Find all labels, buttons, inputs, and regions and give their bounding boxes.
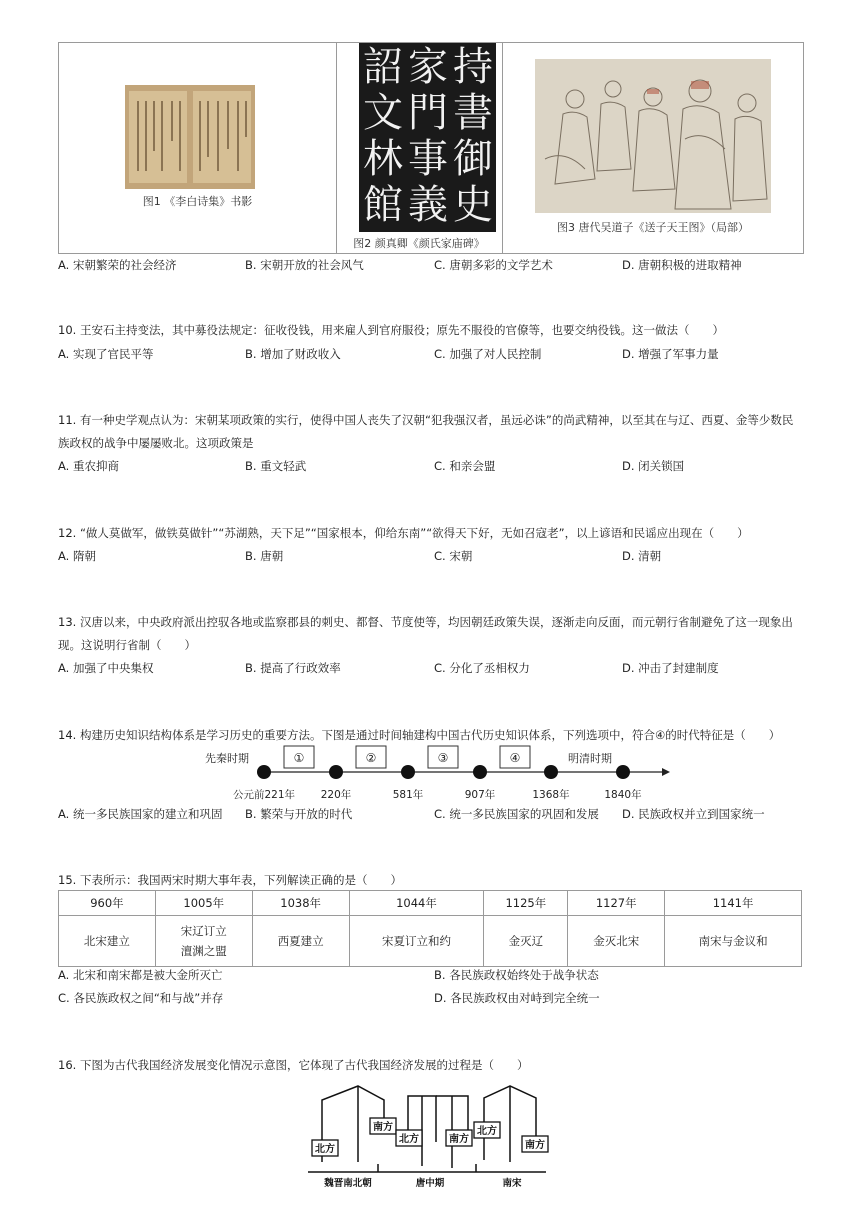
q13-option-b[interactable]: B. 提高了行政效率	[245, 661, 341, 675]
region-label: 南方	[373, 1122, 393, 1133]
region-label: 南方	[525, 1140, 545, 1151]
region-label: 北方	[399, 1134, 419, 1145]
q13-stem-line1: 13. 汉唐以来，中央政府派出控驭各地或监察郡县的刺史、都督、节度使等，均因朝廷政策失误，逐渐走向反面，而元朝行省制避免了这一现象出	[58, 615, 793, 629]
table-row	[59, 916, 802, 967]
stele-char: 御	[453, 136, 493, 182]
year-cell: 1125年	[484, 891, 568, 916]
wu-daozi-painting-image	[535, 59, 771, 213]
event-cell: 宋夏订立和约	[349, 916, 484, 967]
timeline-top-label: 先秦时期	[205, 752, 249, 765]
q11-stem-line1: 11. 有一种史学观点认为：宋朝某项政策的实行，使得中国人丧失了汉朝“犯我强汉者，虽远必诛”的尚武精神，以至其在与辽、西夏、金等少数民	[58, 413, 794, 427]
stele-char: 事	[408, 136, 448, 182]
figure-1-cell	[59, 43, 337, 253]
year-cell: 1127年	[568, 891, 665, 916]
q14-stem: 14. 构建历史知识结构体系是学习历史的重要方法。下图是通过时间轴建构中国古代历史知识体系，下列选项中，符合④的时代特征是（ ）	[58, 728, 781, 742]
timeline-bottom-label: 公元前221年	[232, 789, 296, 801]
figure-2-caption: 图2 颜真卿《颜氏家庙碑》	[353, 237, 485, 250]
year-cell: 1141年	[665, 891, 802, 916]
event-cell	[155, 916, 252, 967]
q11-option-c[interactable]: C. 和亲会盟	[434, 459, 496, 473]
q12-option-b[interactable]: B. 唐朝	[245, 549, 284, 563]
q12-option-c[interactable]: C. 宋朝	[434, 549, 473, 563]
q16-stem: 16. 下图为古代我国经济发展变化情况示意图，它体现了古代我国经济发展的过程是（ ）	[58, 1058, 529, 1072]
q14-option-a[interactable]: A. 统一多民族国家的建立和巩固	[58, 807, 223, 821]
stele-char: 書	[453, 90, 493, 136]
timeline-node	[616, 765, 630, 779]
q14-timeline	[200, 744, 670, 802]
timeline-bottom-label: 581年	[392, 789, 424, 801]
year-cell: 1005年	[155, 891, 252, 916]
figure-table	[58, 42, 804, 254]
timeline-top-label: ①	[293, 751, 305, 765]
q15-option-d[interactable]: D. 各民族政权由对峙到完全统一	[434, 991, 600, 1005]
q9-option-c[interactable]: C. 唐朝多彩的文学艺术	[434, 258, 553, 272]
q13-option-a[interactable]: A. 加强了中央集权	[58, 661, 154, 675]
q15-option-c[interactable]: C. 各民族政权之间“和与战”并存	[58, 991, 224, 1005]
q12-stem: 12. “做人莫做军，做铁莫做针”“苏湖熟，天下足”“国家根本，仰给东南”“欲得天下好，无如召寇老”，以上谚语和民谣应出现在（ ）	[58, 526, 749, 540]
stele-char: 門	[408, 90, 448, 136]
q15-option-a[interactable]: A. 北宋和南宋都是被大金所灭亡	[58, 968, 223, 982]
timeline-arrow	[662, 768, 670, 776]
event-cell: 金灭辽	[484, 916, 568, 967]
event-line: 宋辽订立	[180, 924, 227, 938]
stele-char: 史	[453, 182, 493, 228]
q10-option-c[interactable]: C. 加强了对人民控制	[434, 347, 542, 361]
event-cell: 北宋建立	[59, 916, 156, 967]
q9-option-a[interactable]: A. 宋朝繁荣的社会经济	[58, 258, 177, 272]
q14-option-b[interactable]: B. 繁荣与开放的时代	[245, 807, 353, 821]
q11-option-d[interactable]: D. 闭关锁国	[622, 459, 685, 473]
q15-option-b[interactable]: B. 各民族政权始终处于战争状态	[434, 968, 599, 982]
timeline-node	[473, 765, 487, 779]
stele-char: 文	[363, 90, 403, 136]
timeline-top-label: 明清时期	[568, 752, 612, 765]
q11-option-a[interactable]: A. 重农抑商	[58, 459, 119, 473]
year-cell: 1044年	[349, 891, 484, 916]
stele-char: 館	[363, 182, 403, 228]
stele-char: 詔	[363, 44, 403, 90]
figure-3-cell	[503, 43, 803, 253]
period-label: 魏晋南北朝	[324, 1178, 372, 1189]
figure-3-caption: 图3 唐代吴道子《送子天王图》（局部）	[557, 221, 749, 234]
q9-option-b[interactable]: B. 宋朝开放的社会风气	[245, 258, 364, 272]
region-label: 北方	[315, 1144, 335, 1155]
q14-option-d[interactable]: D. 民族政权并立到国家统一	[622, 807, 765, 821]
year-cell: 960年	[59, 891, 156, 916]
stele-char: 家	[408, 44, 448, 90]
event-cell: 金灭北宋	[568, 916, 665, 967]
timeline-node	[544, 765, 558, 779]
libai-book-image	[125, 85, 255, 189]
q13-option-c[interactable]: C. 分化了丞相权力	[434, 661, 530, 675]
period-label: 唐中期	[415, 1178, 445, 1189]
q10-option-d[interactable]: D. 增强了军事力量	[622, 347, 719, 361]
q10-stem: 10. 王安石主持变法，其中募役法规定：征收役钱，用来雇人到官府服役；原先不服役的官僚等，也要交纳役钱。这一做法（ ）	[58, 323, 724, 337]
figure-1-caption: 图1 《李白诗集》书影	[142, 195, 253, 208]
q14-option-c[interactable]: C. 统一多民族国家的巩固和发展	[434, 807, 599, 821]
stele-char: 林	[363, 136, 403, 182]
period-label: 南宋	[502, 1178, 522, 1189]
timeline-top-label: ③	[437, 751, 449, 765]
figure-2-cell	[336, 43, 503, 253]
event-line: 澶渊之盟	[180, 944, 227, 958]
region-label: 南方	[449, 1134, 469, 1145]
q11-option-b[interactable]: B. 重文轻武	[245, 459, 307, 473]
q16-economy-diagram	[300, 1080, 550, 1190]
q9-option-d[interactable]: D. 唐朝积极的进取精神	[622, 258, 742, 272]
q11-stem-line2: 族政权的战争中屡屡败北。这项政策是	[58, 436, 254, 450]
event-cell: 南宋与金议和	[665, 916, 802, 967]
stele-char: 持	[453, 44, 493, 90]
year-cell: 1038年	[252, 891, 349, 916]
q10-option-a[interactable]: A. 实现了官民平等	[58, 347, 154, 361]
timeline-bottom-label: 220年	[320, 789, 352, 801]
q10-option-b[interactable]: B. 增加了财政收入	[245, 347, 341, 361]
q12-option-d[interactable]: D. 清朝	[622, 549, 662, 563]
stele-char: 義	[408, 182, 448, 228]
q13-option-d[interactable]: D. 冲击了封建制度	[622, 661, 719, 675]
timeline-bottom-label: 1368年	[532, 789, 570, 801]
q15-stem: 15. 下表所示：我国两宋时期大事年表，下列解读正确的是（ ）	[58, 873, 402, 887]
region-label: 北方	[477, 1126, 497, 1137]
timeline-node	[329, 765, 343, 779]
timeline-bottom-label: 907年	[464, 789, 496, 801]
q12-option-a[interactable]: A. 隋朝	[58, 549, 96, 563]
timeline-top-label: ④	[509, 751, 521, 765]
timeline-node	[257, 765, 271, 779]
timeline-bottom-label: 1840年	[604, 789, 642, 801]
timeline-top-label: ②	[365, 751, 377, 765]
yan-stele-image	[359, 43, 496, 232]
timeline-node	[401, 765, 415, 779]
q13-stem-line2: 现。这说明行省制（ ）	[58, 638, 196, 652]
event-cell: 西夏建立	[252, 916, 349, 967]
table-header-row	[59, 891, 802, 916]
q15-events-table	[58, 890, 802, 967]
